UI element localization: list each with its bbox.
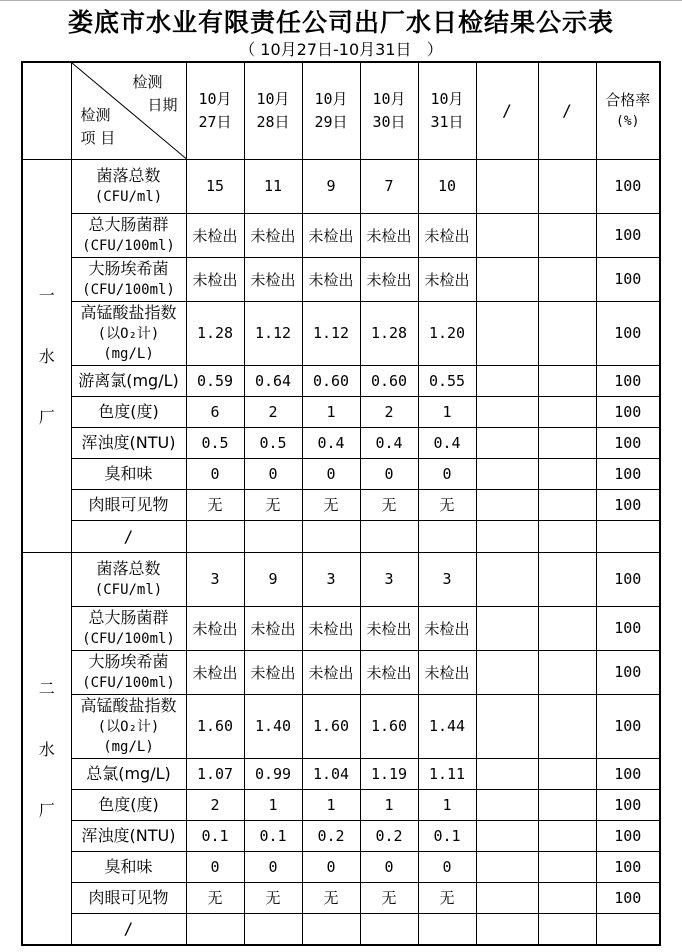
empty-cell bbox=[538, 851, 596, 882]
value-cell: 2 bbox=[244, 396, 302, 427]
table-row bbox=[22, 365, 660, 396]
table-row bbox=[22, 159, 660, 213]
value-cell: 6 bbox=[186, 396, 244, 427]
factory-char: 厂 bbox=[38, 408, 55, 427]
factory-char: 一 bbox=[38, 286, 55, 305]
value-cell: 0.1 bbox=[244, 820, 302, 851]
date-line: 10月 bbox=[314, 89, 348, 108]
empty-cell bbox=[476, 213, 538, 257]
empty-cell bbox=[538, 257, 596, 301]
item-label-line: 肉眼可见物 bbox=[88, 887, 169, 907]
factory-vertical-text bbox=[23, 676, 71, 821]
value-cell: 1.28 bbox=[360, 301, 418, 365]
value-cell: 0 bbox=[186, 851, 244, 882]
rate-cell: 100 bbox=[596, 820, 660, 851]
value-cell: 无 bbox=[186, 489, 244, 520]
item-label-line: (CFU/ml) bbox=[94, 189, 163, 205]
value-cell bbox=[186, 520, 244, 552]
date-line: 28日 bbox=[256, 112, 290, 131]
empty-cell bbox=[538, 694, 596, 758]
header-empty-col-1: / bbox=[476, 62, 538, 159]
empty-cell bbox=[476, 882, 538, 913]
value-cell: 0.4 bbox=[302, 427, 360, 458]
rate-cell bbox=[596, 913, 660, 945]
rate-cell bbox=[596, 520, 660, 552]
empty-cell bbox=[476, 913, 538, 945]
rate-cell: 100 bbox=[596, 396, 660, 427]
empty-cell bbox=[476, 650, 538, 694]
empty-cell bbox=[538, 458, 596, 489]
value-cell: 0.5 bbox=[244, 427, 302, 458]
rate-cell: 100 bbox=[596, 365, 660, 396]
rate-cell: 100 bbox=[596, 489, 660, 520]
empty-cell bbox=[476, 694, 538, 758]
value-cell: 未检出 bbox=[418, 650, 476, 694]
empty-cell bbox=[476, 758, 538, 789]
header-date-oct29 bbox=[302, 62, 360, 159]
value-cell: 0 bbox=[244, 851, 302, 882]
item-label-line: 大肠埃希菌 bbox=[88, 259, 169, 278]
table-row bbox=[22, 489, 660, 520]
rate-cell: 100 bbox=[596, 301, 660, 365]
value-cell: 0.1 bbox=[418, 820, 476, 851]
item-label-line: (CFU/100ml) bbox=[82, 675, 175, 691]
value-cell: 0.1 bbox=[186, 820, 244, 851]
item-label bbox=[71, 257, 186, 301]
table-row bbox=[22, 758, 660, 789]
value-cell: 1.60 bbox=[360, 694, 418, 758]
value-cell bbox=[418, 520, 476, 552]
value-cell: 无 bbox=[244, 489, 302, 520]
rate-cell: 100 bbox=[596, 694, 660, 758]
item-label bbox=[71, 520, 186, 552]
date-line: 29日 bbox=[314, 112, 348, 131]
value-cell: 0.99 bbox=[244, 758, 302, 789]
item-label bbox=[71, 606, 186, 650]
item-label-line: 大肠埃希菌 bbox=[88, 652, 169, 671]
table-row bbox=[22, 213, 660, 257]
item-label bbox=[71, 650, 186, 694]
item-label-line: (CFU/100ml) bbox=[82, 631, 175, 647]
value-cell: 0 bbox=[360, 851, 418, 882]
empty-cell bbox=[476, 489, 538, 520]
value-cell: 无 bbox=[244, 882, 302, 913]
empty-cell bbox=[476, 257, 538, 301]
value-cell: 1.11 bbox=[418, 758, 476, 789]
item-label bbox=[71, 365, 186, 396]
header-empty-col-2: / bbox=[538, 62, 596, 159]
header-pass-rate-col bbox=[596, 62, 660, 159]
date-line: 10月 bbox=[198, 89, 232, 108]
item-label bbox=[71, 851, 186, 882]
value-cell: 1.44 bbox=[418, 694, 476, 758]
table-row bbox=[22, 458, 660, 489]
empty-cell bbox=[476, 520, 538, 552]
value-cell bbox=[244, 913, 302, 945]
value-cell: 3 bbox=[418, 552, 476, 606]
item-label-line: / bbox=[123, 919, 134, 939]
table-row bbox=[22, 301, 660, 365]
empty-cell bbox=[538, 396, 596, 427]
date-line: 27日 bbox=[198, 112, 232, 131]
empty-cell bbox=[476, 396, 538, 427]
rate-cell: 100 bbox=[596, 606, 660, 650]
empty-cell bbox=[538, 301, 596, 365]
rate-cell: 100 bbox=[596, 789, 660, 820]
rate-cell: 100 bbox=[596, 213, 660, 257]
value-cell bbox=[186, 913, 244, 945]
value-cell: 1.60 bbox=[302, 694, 360, 758]
date-line: 10月 bbox=[256, 89, 290, 108]
table-row bbox=[22, 694, 660, 758]
value-cell: 未检出 bbox=[302, 213, 360, 257]
item-label-line: 菌落总数 bbox=[96, 559, 161, 578]
table-row bbox=[22, 427, 660, 458]
value-cell: 0.60 bbox=[302, 365, 360, 396]
item-label bbox=[71, 489, 186, 520]
item-label-line: 高锰酸盐指数 bbox=[80, 696, 177, 715]
value-cell: 未检出 bbox=[360, 650, 418, 694]
factory-char: 二 bbox=[38, 678, 55, 698]
value-cell bbox=[244, 520, 302, 552]
empty-cell bbox=[476, 820, 538, 851]
table-row bbox=[22, 913, 660, 945]
value-cell: 3 bbox=[302, 552, 360, 606]
table-row bbox=[22, 606, 660, 650]
item-label bbox=[71, 789, 186, 820]
diagonal-item-label bbox=[81, 104, 116, 150]
factory-vertical-text bbox=[23, 283, 71, 428]
item-label bbox=[71, 913, 186, 945]
value-cell: 1.07 bbox=[186, 758, 244, 789]
rate-cell: 100 bbox=[596, 427, 660, 458]
table-row bbox=[22, 789, 660, 820]
value-cell: 无 bbox=[302, 489, 360, 520]
value-cell: 7 bbox=[360, 159, 418, 213]
header-date-oct31 bbox=[418, 62, 476, 159]
value-cell: 0 bbox=[244, 458, 302, 489]
empty-cell bbox=[538, 882, 596, 913]
value-cell: 3 bbox=[186, 552, 244, 606]
item-label-line: 高锰酸盐指数 bbox=[80, 303, 177, 322]
value-cell: 0.2 bbox=[360, 820, 418, 851]
item-label-line: 菌落总数 bbox=[96, 166, 161, 185]
item-label bbox=[71, 882, 186, 913]
empty-cell bbox=[476, 159, 538, 213]
value-cell: 未检出 bbox=[244, 650, 302, 694]
date-line: 30日 bbox=[372, 112, 406, 131]
value-cell: 未检出 bbox=[186, 257, 244, 301]
value-cell: 10 bbox=[418, 159, 476, 213]
rate-cell: 100 bbox=[596, 552, 660, 606]
rate-line: 合格率 bbox=[605, 90, 651, 109]
date-line: 31日 bbox=[430, 112, 464, 131]
item-label-line: / bbox=[123, 526, 134, 546]
diagonal-date-label bbox=[132, 71, 177, 117]
item-label bbox=[71, 694, 186, 758]
value-cell: 未检出 bbox=[244, 606, 302, 650]
item-label bbox=[71, 396, 186, 427]
value-cell: 未检出 bbox=[360, 606, 418, 650]
table-row bbox=[22, 650, 660, 694]
empty-cell bbox=[476, 301, 538, 365]
value-cell: 无 bbox=[186, 882, 244, 913]
value-cell: 9 bbox=[244, 552, 302, 606]
header-row bbox=[22, 62, 660, 159]
rate-cell: 100 bbox=[596, 758, 660, 789]
item-label-line: 总大肠菌群 bbox=[88, 608, 169, 627]
table-row bbox=[22, 257, 660, 301]
value-cell: 无 bbox=[302, 882, 360, 913]
page-subtitle: （ 10月27日-10月31日 ） bbox=[239, 40, 443, 59]
value-cell: 0.5 bbox=[186, 427, 244, 458]
item-label-line: (CFU/ml) bbox=[94, 582, 163, 598]
factory-char: 厂 bbox=[38, 800, 55, 820]
value-cell: 未检出 bbox=[360, 213, 418, 257]
rate-cell: 100 bbox=[596, 159, 660, 213]
empty-cell bbox=[538, 552, 596, 606]
date-line: 10月 bbox=[430, 89, 464, 108]
empty-cell bbox=[476, 365, 538, 396]
value-cell: 1.20 bbox=[418, 301, 476, 365]
item-label-line: (CFU/100ml) bbox=[82, 238, 175, 254]
value-cell: 无 bbox=[418, 882, 476, 913]
value-cell: 未检出 bbox=[302, 650, 360, 694]
item-label bbox=[71, 458, 186, 489]
header-date-oct30 bbox=[360, 62, 418, 159]
empty-cell bbox=[476, 427, 538, 458]
empty-cell bbox=[538, 213, 596, 257]
table-row bbox=[22, 851, 660, 882]
value-cell: 未检出 bbox=[418, 606, 476, 650]
item-label bbox=[71, 213, 186, 257]
value-cell: 1.04 bbox=[302, 758, 360, 789]
rate-unit-line: (%) bbox=[616, 113, 640, 129]
empty-cell bbox=[538, 913, 596, 945]
factory-label bbox=[22, 159, 71, 552]
item-label-line: (CFU/100ml) bbox=[82, 282, 175, 298]
value-cell: 3 bbox=[360, 552, 418, 606]
value-cell: 9 bbox=[302, 159, 360, 213]
table-row bbox=[22, 882, 660, 913]
rate-cell: 100 bbox=[596, 650, 660, 694]
empty-cell bbox=[538, 758, 596, 789]
value-cell: 1.19 bbox=[360, 758, 418, 789]
value-cell: 未检出 bbox=[186, 650, 244, 694]
item-label bbox=[71, 159, 186, 213]
header-corner-cell bbox=[22, 62, 71, 159]
rate-cell: 100 bbox=[596, 458, 660, 489]
table-row bbox=[22, 520, 660, 552]
value-cell: 0.4 bbox=[360, 427, 418, 458]
value-cell: 0.55 bbox=[418, 365, 476, 396]
value-cell: 2 bbox=[186, 789, 244, 820]
diagonal-date-line: 日期 bbox=[147, 96, 178, 114]
item-label-line: 色度(度) bbox=[98, 794, 159, 814]
item-label-line: (以O₂计) bbox=[97, 326, 160, 342]
factory-label bbox=[22, 552, 71, 945]
empty-cell bbox=[476, 552, 538, 606]
empty-cell bbox=[538, 520, 596, 552]
item-label-line: 总氯(mg/L) bbox=[86, 763, 171, 783]
value-cell: 0.64 bbox=[244, 365, 302, 396]
value-cell: 未检出 bbox=[360, 257, 418, 301]
value-cell: 1.60 bbox=[186, 694, 244, 758]
item-label bbox=[71, 427, 186, 458]
item-label-line: 肉眼可见物 bbox=[88, 494, 169, 514]
value-cell: 1 bbox=[418, 396, 476, 427]
diagonal-date-line: 检测 bbox=[132, 73, 163, 91]
empty-cell bbox=[476, 851, 538, 882]
empty-cell bbox=[476, 789, 538, 820]
value-cell: 未检出 bbox=[186, 606, 244, 650]
item-label-line: 臭和味 bbox=[104, 856, 153, 876]
header-date-oct28 bbox=[244, 62, 302, 159]
value-cell: 1 bbox=[418, 789, 476, 820]
item-label bbox=[71, 301, 186, 365]
empty-cell bbox=[538, 606, 596, 650]
item-label-line: 浑浊度(NTU) bbox=[81, 432, 176, 452]
item-label bbox=[71, 820, 186, 851]
diagonal-item-line: 项 目 bbox=[80, 128, 116, 147]
item-label-line: 臭和味 bbox=[104, 463, 153, 483]
factory-char: 水 bbox=[38, 739, 55, 759]
value-cell: 1.40 bbox=[244, 694, 302, 758]
empty-cell bbox=[538, 365, 596, 396]
item-label-line: (以O₂计) bbox=[97, 719, 160, 735]
results-table-body bbox=[22, 159, 660, 945]
rate-cell: 100 bbox=[596, 257, 660, 301]
value-cell: 未检出 bbox=[418, 213, 476, 257]
value-cell: 0.2 bbox=[302, 820, 360, 851]
value-cell: 未检出 bbox=[302, 606, 360, 650]
table-row bbox=[22, 552, 660, 606]
empty-cell bbox=[538, 489, 596, 520]
value-cell: 0 bbox=[302, 458, 360, 489]
value-cell: 无 bbox=[360, 489, 418, 520]
item-label-line: (mg/L) bbox=[103, 346, 154, 362]
item-label-line: (mg/L) bbox=[103, 739, 154, 755]
value-cell: 1 bbox=[244, 789, 302, 820]
value-cell: 未检出 bbox=[186, 213, 244, 257]
empty-cell bbox=[538, 650, 596, 694]
empty-cell bbox=[476, 606, 538, 650]
table-row bbox=[22, 396, 660, 427]
value-cell: 0 bbox=[360, 458, 418, 489]
item-label bbox=[71, 552, 186, 606]
value-cell: 1.12 bbox=[244, 301, 302, 365]
value-cell: 1 bbox=[302, 396, 360, 427]
item-label-line: 总大肠菌群 bbox=[88, 215, 169, 234]
rate-cell: 100 bbox=[596, 851, 660, 882]
table-row bbox=[22, 820, 660, 851]
value-cell: 0.59 bbox=[186, 365, 244, 396]
value-cell: 0.4 bbox=[418, 427, 476, 458]
value-cell bbox=[360, 520, 418, 552]
value-cell bbox=[360, 913, 418, 945]
value-cell: 0 bbox=[186, 458, 244, 489]
diagonal-item-line: 检测 bbox=[80, 105, 111, 124]
value-cell: 未检出 bbox=[244, 213, 302, 257]
value-cell: 1 bbox=[302, 789, 360, 820]
empty-cell bbox=[476, 458, 538, 489]
value-cell bbox=[302, 913, 360, 945]
empty-cell bbox=[538, 820, 596, 851]
value-cell: 15 bbox=[186, 159, 244, 213]
empty-cell bbox=[538, 789, 596, 820]
item-label-line: 色度(度) bbox=[98, 401, 159, 421]
results-table bbox=[21, 61, 661, 946]
value-cell: 0 bbox=[418, 851, 476, 882]
value-cell: 未检出 bbox=[302, 257, 360, 301]
value-cell: 2 bbox=[360, 396, 418, 427]
item-label-line: 游离氯(mg/L) bbox=[78, 370, 179, 390]
header-diagonal-cell bbox=[71, 62, 186, 159]
value-cell: 1.12 bbox=[302, 301, 360, 365]
page-title: 娄底市水业有限责任公司出厂水日检结果公示表 bbox=[67, 8, 614, 37]
value-cell: 无 bbox=[418, 489, 476, 520]
empty-cell bbox=[538, 427, 596, 458]
value-cell: 0.60 bbox=[360, 365, 418, 396]
value-cell bbox=[302, 520, 360, 552]
value-cell: 无 bbox=[360, 882, 418, 913]
value-cell: 1 bbox=[360, 789, 418, 820]
value-cell: 未检出 bbox=[244, 257, 302, 301]
header-date-oct27 bbox=[186, 62, 244, 159]
value-cell: 11 bbox=[244, 159, 302, 213]
empty-cell bbox=[538, 159, 596, 213]
date-line: 10月 bbox=[372, 89, 406, 108]
factory-char: 水 bbox=[38, 347, 55, 366]
item-label-line: 浑浊度(NTU) bbox=[81, 825, 176, 845]
item-label bbox=[71, 758, 186, 789]
value-cell bbox=[418, 913, 476, 945]
value-cell: 0 bbox=[418, 458, 476, 489]
value-cell: 1.28 bbox=[186, 301, 244, 365]
value-cell: 0 bbox=[302, 851, 360, 882]
rate-cell: 100 bbox=[596, 882, 660, 913]
value-cell: 未检出 bbox=[418, 257, 476, 301]
